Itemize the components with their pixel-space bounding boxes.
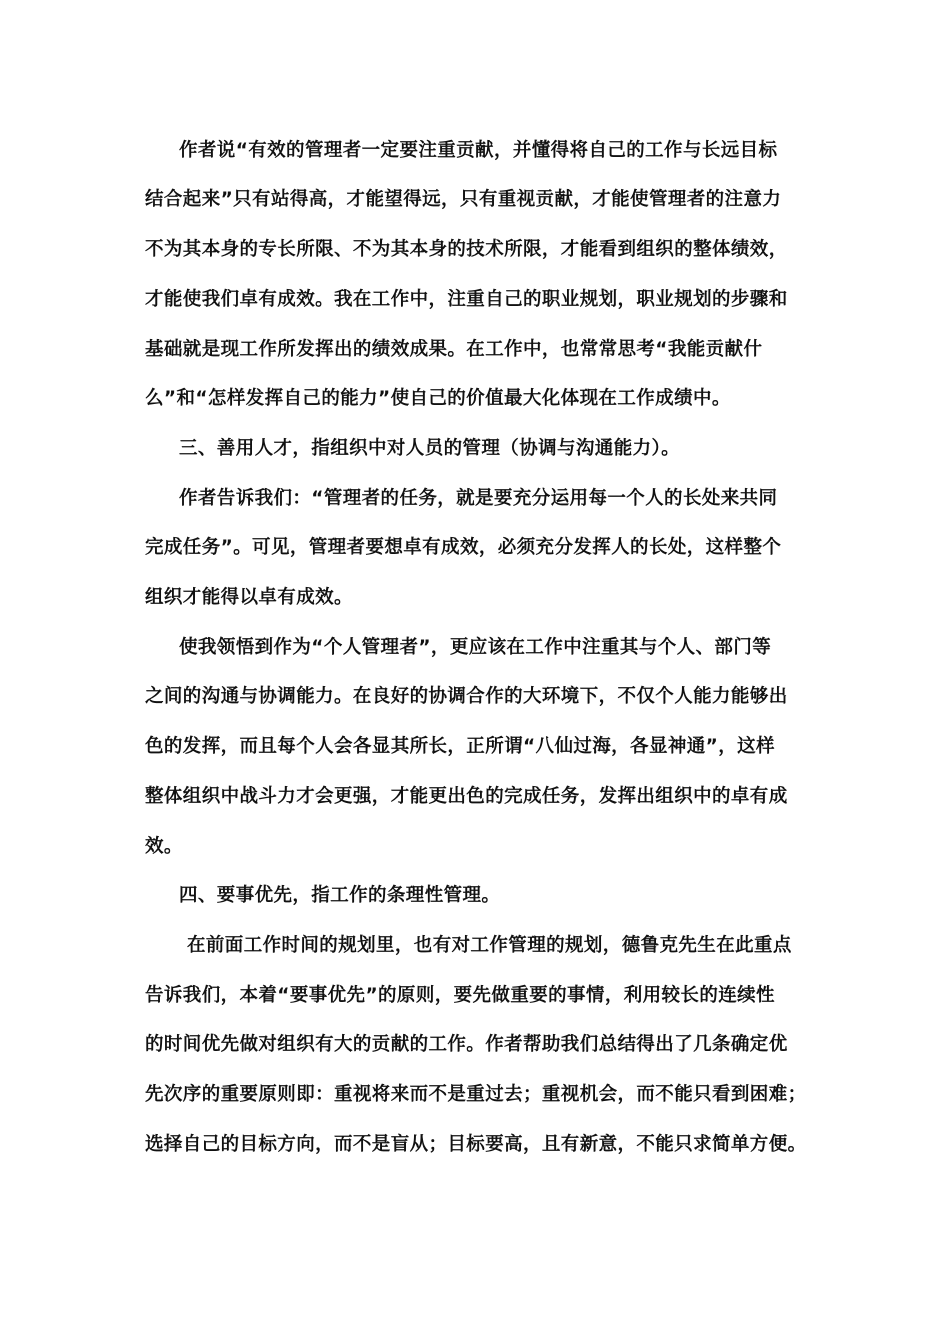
text-line: 选择自己的目标方向，而不是盲从；目标要高，且有新意，不能只求简单方便。 [145,1134,807,1155]
text-line: 先次序的重要原则即：重视将来而不是重过去；重视机会，而不能只看到困难； [145,1084,807,1105]
text-line: 基础就是现工作所发挥出的绩效成果。在工作中，也常常思考“我能贡献什 [145,339,763,360]
text-line: 效。 [145,836,183,857]
text-line: 使我领悟到作为“个人管理者”，更应该在工作中注重其与个人、部门等 [179,637,772,658]
text-line: 之间的沟通与协调能力。在良好的协调合作的大环境下，不仅个人能力能够出 [145,686,788,707]
text-line: 才能使我们卓有成效。我在工作中，注重自己的职业规划，职业规划的步骤和 [145,289,788,310]
text-line: 色的发挥，而且每个人会各显其所长，正所谓“八仙过海，各显神通”，这样 [145,736,775,757]
text-line: 组织才能得以卓有成效。 [145,587,353,608]
text-line: 作者说“有效的管理者一定要注重贡献，并懂得将自己的工作与长远目标 [179,140,778,161]
section-heading: 四、要事优先，指工作的条理性管理。 [179,885,501,906]
text-line: 在前面工作时间的规划里，也有对工作管理的规划，德鲁克先生在此重点 [187,935,792,956]
text-line: 完成任务”。可见，管理者要想卓有成效，必须充分发挥人的长处，这样整个 [145,537,782,558]
text-line: 告诉我们，本着“要事优先”的原则，要先做重要的事情，利用较长的连续性 [145,985,775,1006]
text-line: 不为其本身的专长所限、不为其本身的技术所限，才能看到组织的整体绩效， [145,239,788,260]
text-line: 结合起来”只有站得高，才能望得远，只有重视贡献，才能使管理者的注意力 [145,189,782,210]
text-line: 的时间优先做对组织有大的贡献的工作。作者帮助我们总结得出了几条确定优 [145,1034,788,1055]
text-line: 作者告诉我们：“管理者的任务，就是要充分运用每一个人的长处来共同 [179,488,778,509]
section-heading: 三、善用人才，指组织中对人员的管理（协调与沟通能力）。 [179,438,681,459]
text-line: 么”和“怎样发挥自己的能力”使自己的价值最大化体现在工作成绩中。 [145,388,731,409]
text-line: 整体组织中战斗力才会更强，才能更出色的完成任务，发挥出组织中的卓有成 [145,786,788,807]
